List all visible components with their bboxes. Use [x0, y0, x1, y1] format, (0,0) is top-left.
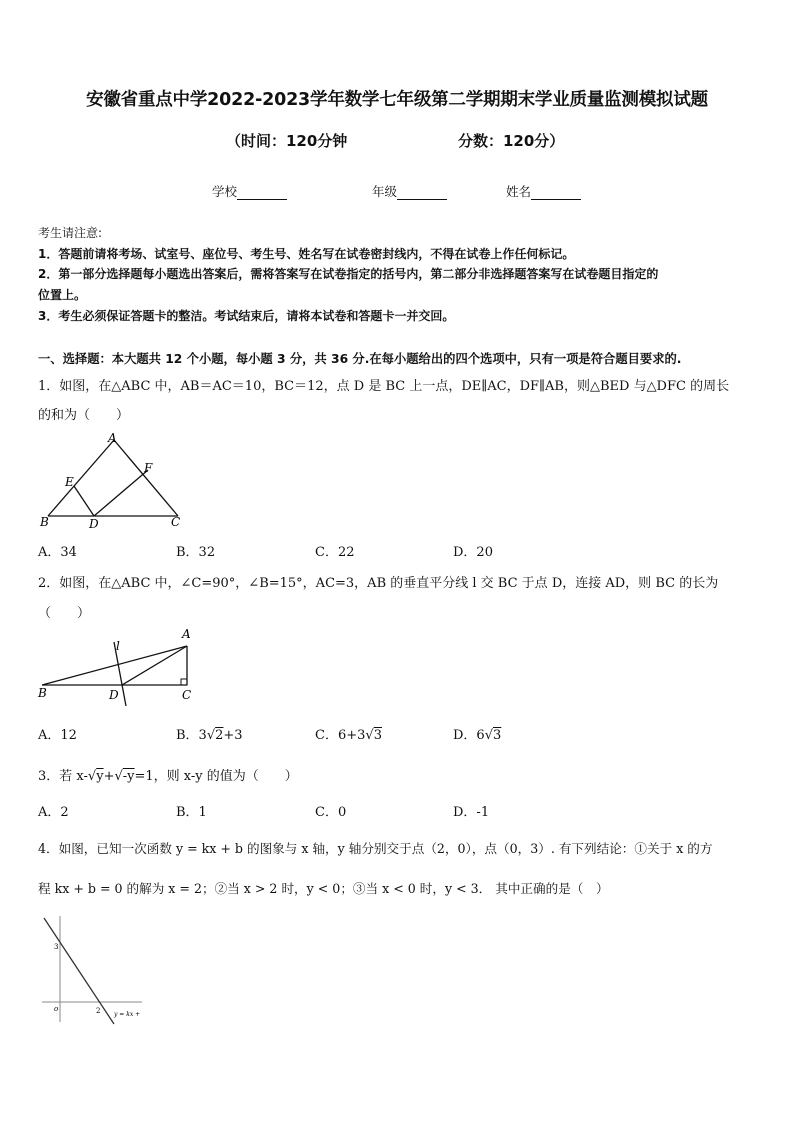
q2-option-b-text: B．3: [176, 728, 207, 743]
q2-option-b-radicand: 2: [215, 728, 224, 743]
q1-label-a: A: [108, 431, 117, 445]
q2-option-d-sqrt: √3: [484, 728, 502, 743]
q2-option-b[interactable]: [176, 724, 243, 743]
q1-text-cont: 的和为（ ）: [38, 408, 130, 423]
q2-label-c: C: [182, 688, 192, 702]
section-heading: 一、选择题：本大题共 12 个小题，每小题 3 分，共 36 分.在每小题给出的四个选项中，只有一项是符合题目要求的.: [38, 352, 682, 366]
q4-label-func: y = kx +: [114, 1011, 141, 1018]
q2-option-c-text: C．6+3: [315, 728, 366, 743]
q2-right-angle-mark: [181, 679, 187, 685]
notice-item-3: 3．考生必须保证答题卡的整洁。考试结束后，请将本试卷和答题卡一并交回。: [38, 309, 455, 323]
q3-option-d[interactable]: D．-1: [453, 805, 490, 820]
q3-option-b[interactable]: B．1: [176, 805, 207, 820]
school-blank[interactable]: [237, 187, 287, 200]
q4-text-cont: 程 kx + b = 0 的解为 x = 2；②当 x > 2 时，y < 0；③当 x < 0 时，y < 3． 其中正确的是（ ）: [38, 881, 609, 896]
q4-text: 4．如图，已知一次函数 y = kx + b 的图象与 x 轴，y 轴分别交于点（2，0），点（0，3）. 有下列结论：①关于 x 的方: [38, 841, 713, 856]
q1-option-c[interactable]: C．22: [315, 545, 355, 560]
q1-label-f: F: [144, 461, 153, 475]
q3-option-c[interactable]: C．0: [315, 805, 347, 820]
q1-segment-de: [74, 486, 94, 516]
notice-item-2: 2．第一部分选择题每小题选出答案后，需将答案写在试卷指定的括号内，第二部分非选择题答案写在试卷题目指定的: [38, 267, 659, 281]
exam-time: （时间：120分钟: [226, 132, 348, 150]
q2-option-b-sqrt: √2: [206, 728, 224, 743]
q3-text: [38, 765, 298, 784]
q4-label-3: 3: [54, 943, 59, 951]
q1-label-d: D: [89, 517, 99, 531]
q3-suffix: =1，则 x-y 的值为（ ）: [134, 769, 298, 784]
notice-item-2-cont: 位置上。: [38, 288, 87, 302]
q3-prefix: 3．若 x-: [38, 769, 88, 784]
grade-blank[interactable]: [397, 187, 447, 200]
q3-radicand-2: -y: [122, 769, 135, 784]
school-field[interactable]: [212, 182, 287, 200]
q3-option-a[interactable]: A．2: [38, 805, 69, 820]
q1-option-d[interactable]: D．20: [453, 545, 493, 560]
q2-figure: [34, 622, 204, 708]
grade-field[interactable]: [372, 182, 447, 200]
q2-option-d-radicand: 3: [493, 728, 502, 743]
q1-option-b[interactable]: B．32: [176, 545, 216, 560]
q2-option-d[interactable]: [453, 724, 501, 743]
q1-option-a[interactable]: A．34: [38, 545, 77, 560]
q1-segment-df: [94, 470, 148, 516]
q1-side-ab: [48, 440, 114, 516]
q2-label-b: B: [38, 686, 47, 700]
name-label: 姓名: [506, 184, 532, 199]
q2-option-d-text: D．6: [453, 728, 485, 743]
q4-label-origin: o: [54, 1005, 59, 1013]
grade-label: 年级: [372, 184, 398, 199]
q1-side-ac: [114, 440, 178, 516]
q2-label-l: l: [116, 639, 120, 653]
q2-option-b-tail: +3: [223, 728, 243, 743]
q2-label-d: D: [109, 688, 119, 702]
q2-option-c[interactable]: [315, 724, 382, 743]
q3-sqrt-1: √y: [87, 769, 104, 784]
q2-side-ab: [42, 646, 187, 685]
q2-option-c-radicand: 3: [373, 728, 382, 743]
q3-sqrt-2: √-y: [114, 769, 135, 784]
q4-graph: [38, 912, 158, 1032]
q4-label-2: 2: [96, 1007, 101, 1015]
q1-figure: [34, 428, 194, 532]
q3-radicand-1: y: [96, 769, 104, 784]
q1-label-b: B: [40, 515, 49, 529]
q2-option-c-sqrt: √3: [365, 728, 382, 743]
notice-heading: 考生请注意:: [38, 226, 103, 240]
q2-text-cont: （ ）: [38, 606, 91, 621]
page-title: 安徽省重点中学2022-2023学年数学七年级第二学期期末学业质量监测模拟试题: [86, 90, 708, 110]
exam-score: 分数：120分）: [458, 132, 565, 150]
name-field[interactable]: [506, 182, 581, 200]
q2-segment-ad: [122, 646, 187, 685]
q3-plus: +: [103, 769, 115, 784]
q1-label-c: C: [171, 515, 181, 529]
name-blank[interactable]: [531, 187, 581, 200]
school-label: 学校: [212, 184, 238, 199]
q1-text: 1．如图，在△ABC 中，AB＝AC＝10，BC＝12，点 D 是 BC 上一点，DE∥AC，DF∥AB，则△BED 与△DFC 的周长: [38, 379, 730, 394]
q2-option-a[interactable]: A．12: [38, 728, 77, 743]
q2-label-a: A: [182, 627, 191, 641]
q2-text: 2．如图，在△ABC 中，∠C=90°，∠B=15°，AC=3，AB 的垂直平分线 l 交 BC 于点 D，连接 AD，则 BC 的长为: [38, 576, 719, 591]
notice-item-1: 1．答题前请将考场、试室号、座位号、考生号、姓名写在试卷密封线内，不得在试卷上作任何标记。: [38, 247, 575, 261]
q1-label-e: E: [65, 475, 74, 489]
